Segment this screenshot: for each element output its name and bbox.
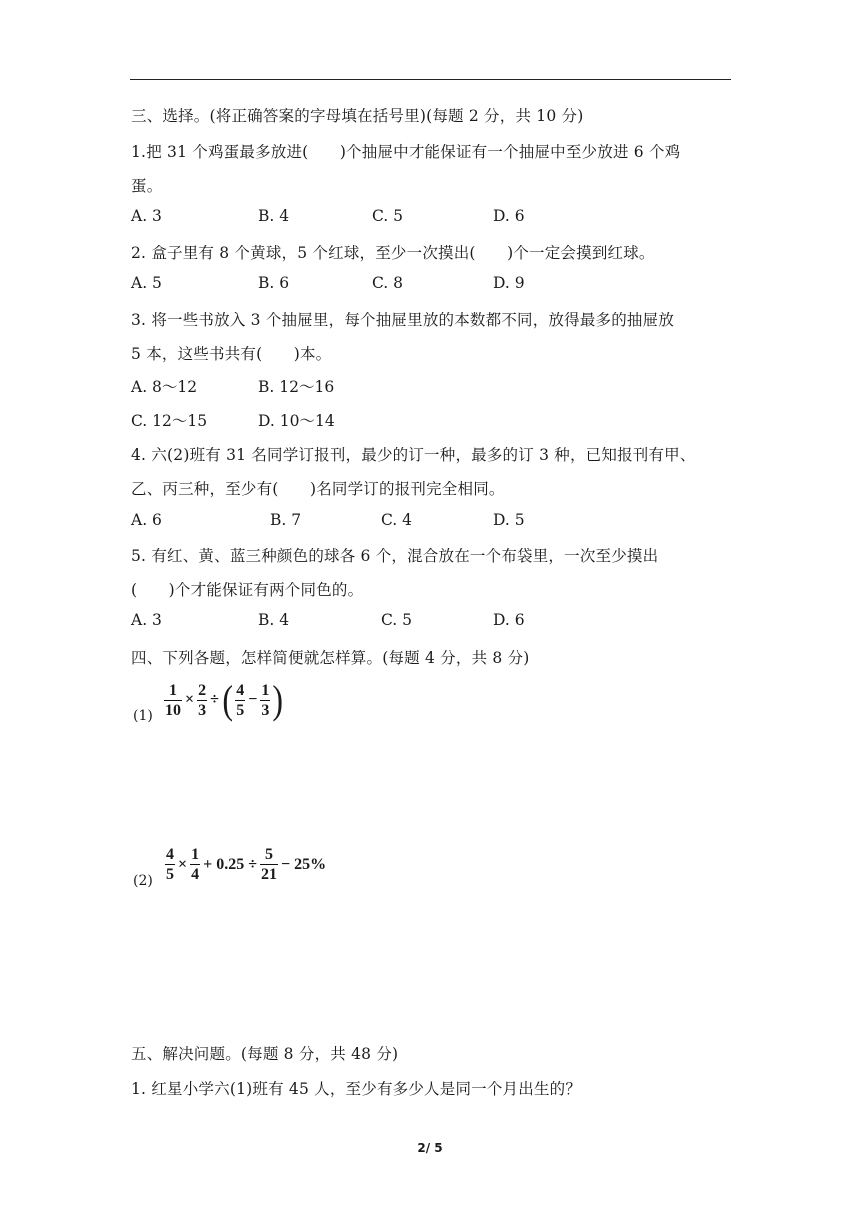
question-2-line-1: 2. 盒子里有 8 个黄球，5 个红球，至少一次摸出( )个一定会摸到红球。 [131, 244, 655, 262]
question-3-line-1: 3. 将一些书放入 3 个抽屉里，每个抽屉里放的本数都不同，放得最多的抽屉放 [131, 311, 675, 329]
numerator: 2 [198, 681, 207, 699]
problem-2-expression [164, 846, 328, 883]
problem-5-1-text: 1. 红星小学六(1)班有 45 人，至少有多少人是同一个月出生的？ [131, 1080, 582, 1098]
fraction [260, 682, 270, 719]
denominator: 3 [261, 701, 270, 719]
question-4-option-d: D. 5 [493, 511, 525, 529]
numerator: 1 [261, 681, 270, 699]
problem-1-label: (1) [133, 708, 153, 724]
denominator: 5 [236, 701, 245, 719]
question-5-option-c: C. 5 [381, 611, 413, 629]
question-3-option-c: C. 12～15 [131, 412, 208, 430]
header-rule [130, 79, 731, 80]
question-3-option-a: A. 8～12 [131, 378, 198, 396]
denominator: 21 [261, 866, 278, 883]
question-3-option-d: D. 10～14 [258, 412, 335, 430]
question-5-option-b: B. 4 [258, 611, 290, 629]
problem-2-label: (2) [133, 873, 153, 889]
denominator: 3 [198, 701, 207, 719]
denominator: 4 [191, 866, 200, 883]
problem-1-expression [163, 677, 285, 722]
question-1-option-d: D. 6 [493, 207, 525, 225]
plus-sign: + [203, 855, 213, 873]
question-5-option-a: A. 3 [131, 611, 162, 629]
question-5-line-1: 5. 有红、黄、蓝三种颜色的球各 6 个，混合放在一个布袋里，一次至少摸出 [131, 547, 659, 565]
decimal-number: 0.25 [216, 855, 245, 873]
numerator: 1 [191, 846, 200, 863]
question-2-option-a: A. 5 [131, 274, 162, 292]
question-5-line-2: ( )个才能保证有两个同色的。 [131, 581, 364, 599]
numerator: 4 [236, 681, 245, 699]
question-3-line-2: 5 本，这些书共有( )本。 [131, 345, 332, 363]
section-3-heading: 三、选择。(将正确答案的字母填在括号里)(每题 2 分，共 10 分) [131, 107, 584, 125]
numerator: 4 [166, 846, 174, 863]
question-4-option-b: B. 7 [270, 511, 302, 529]
fraction [165, 846, 175, 883]
divide-sign: ÷ [248, 855, 258, 873]
page-number: 2/ 5 [417, 1141, 443, 1155]
question-4-line-1: 4. 六(2)班有 31 名同学订报刊，最少的订一种，最多的订 3 种，已知报刊有甲、 [131, 446, 696, 464]
question-1-option-c: C. 5 [372, 207, 404, 225]
fraction [197, 682, 207, 719]
question-5-option-d: D. 6 [493, 611, 525, 629]
section-5-heading: 五、解决问题。(每题 8 分，共 48 分) [131, 1045, 399, 1063]
fraction [190, 846, 200, 883]
question-2-option-d: D. 9 [493, 274, 525, 292]
times-sign: × [185, 691, 195, 708]
question-4-line-2: 乙、丙三种，至少有( )名同学订的报刊完全相同。 [131, 480, 505, 498]
minus-sign: − [281, 855, 291, 873]
fraction [235, 682, 245, 719]
question-2-option-c: C. 8 [372, 274, 404, 292]
fraction [260, 846, 278, 883]
question-3-option-b: B. 12～16 [258, 378, 335, 396]
question-4-option-c: C. 4 [381, 511, 413, 529]
left-parenthesis: ( [222, 677, 233, 722]
question-1-line-2: 蛋。 [131, 177, 163, 195]
question-2-option-b: B. 6 [258, 274, 290, 292]
numerator: 1 [169, 681, 177, 699]
percent-number: 25% [294, 855, 327, 873]
fraction [164, 682, 182, 719]
divide-sign: ÷ [210, 691, 219, 708]
question-1-line-1: 1.把 31 个鸡蛋最多放进( )个抽屉中才能保证有一个抽屉中至少放进 6 个鸡 [131, 143, 681, 161]
numerator: 5 [265, 846, 274, 863]
denominator: 10 [165, 701, 181, 719]
right-parenthesis: ) [272, 677, 284, 722]
times-sign: × [178, 855, 188, 873]
section-4-heading: 四、下列各题，怎样简便就怎样算。(每题 4 分，共 8 分) [131, 649, 530, 667]
denominator: 5 [166, 866, 174, 883]
minus-sign: − [248, 691, 258, 708]
question-1-option-a: A. 3 [131, 207, 162, 225]
question-1-option-b: B. 4 [258, 207, 290, 225]
question-4-option-a: A. 6 [131, 511, 162, 529]
